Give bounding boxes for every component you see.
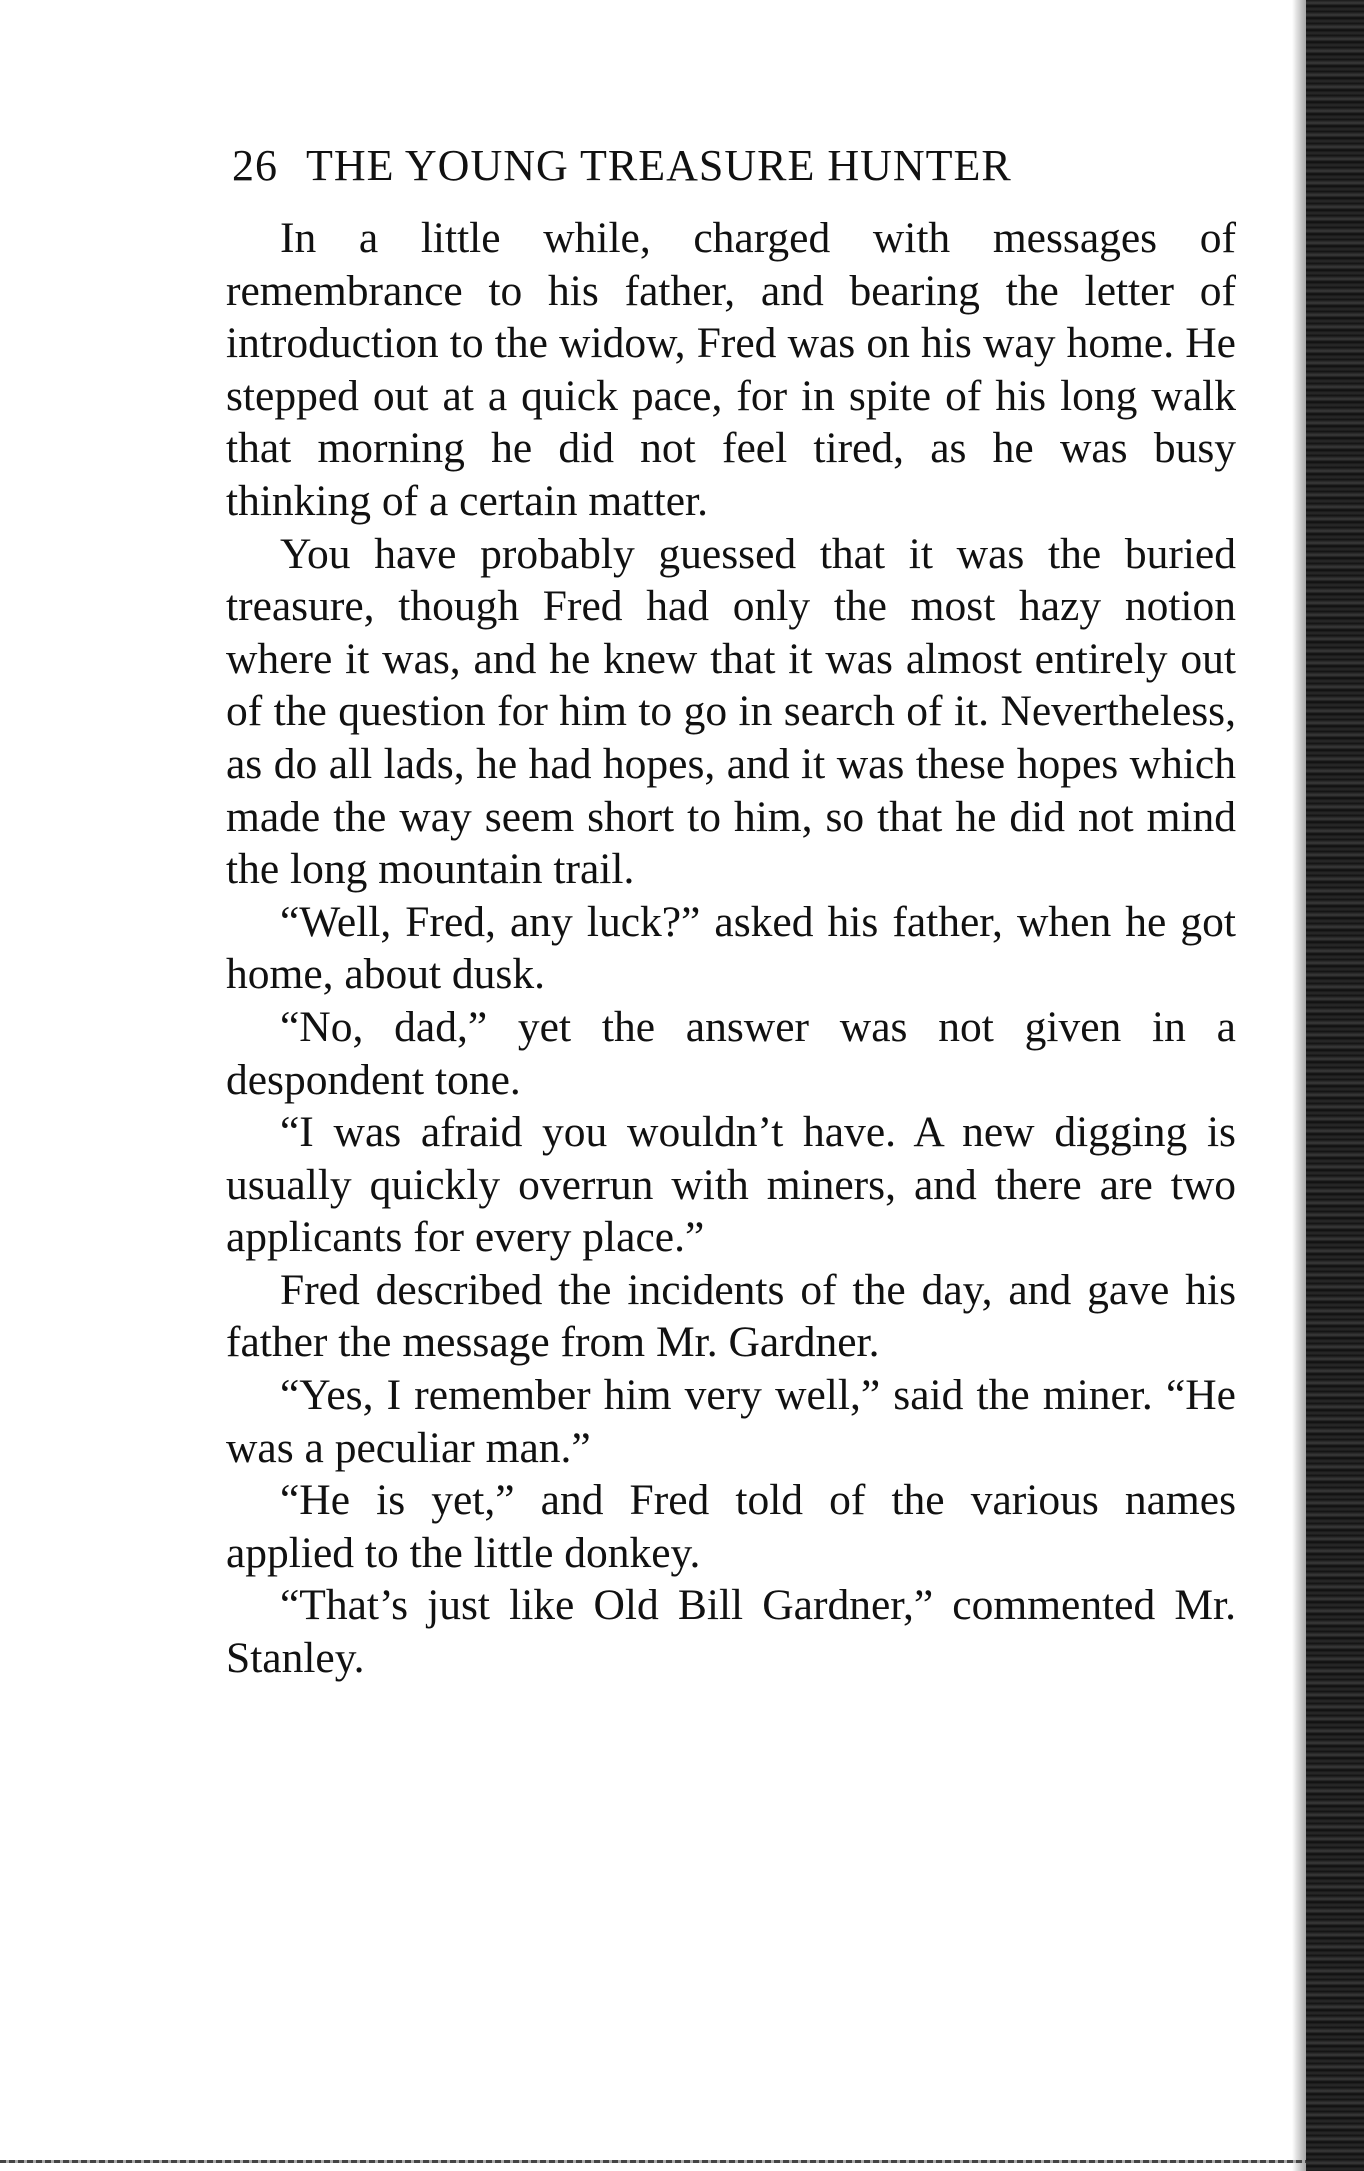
book-spine-edge <box>1306 0 1364 2171</box>
page-header <box>232 140 1232 191</box>
paragraph: In a little while, charged with messages of remembrance to his father, and bearing the letter of introduction to the widow, Fred was on his way home. He stepped out at a quick pace, for in spite of his long walk that morning he did not feel tired, as he was busy thinking of a certain matter. <box>226 214 1236 525</box>
paragraph: “Well, Fred, any luck?” asked his father, when he got home, about dusk. <box>226 897 1236 999</box>
running-head: THE YOUNG TREASURE HUNTER <box>306 141 1012 190</box>
paragraph: “No, dad,” yet the answer was not given in a despondent tone. <box>226 1002 1236 1104</box>
page-edge-shadow <box>1292 0 1306 2171</box>
paragraph: “That’s just like Old Bill Gardner,” commented Mr. Stanley. <box>226 1581 1236 1683</box>
paragraph: You have probably guessed that it was the buried treasure, though Fred had only the most hazy notion where it was, and he knew that it was almost entirely out of the question for him to go in search of it. Nevertheless, as do all lads, he had hopes, and it was these hopes which made the way seem short to him, so that he did not mind the long mountain trail. <box>226 529 1236 894</box>
scan-bottom-edge <box>0 2160 1306 2163</box>
page-number: 26 <box>232 141 278 190</box>
paragraph: “I was afraid you wouldn’t have. A new digging is usually quickly overrun with miners, and there are two applicants for every place.” <box>226 1108 1236 1262</box>
paragraph: Fred described the incidents of the day, and gave his father the message from Mr. Gardner. <box>226 1265 1236 1367</box>
paragraph: “Yes, I remember him very well,” said the miner. “He was a peculiar man.” <box>226 1371 1236 1472</box>
paragraph: “He is yet,” and Fred told of the various names applied to the little donkey. <box>226 1476 1236 1577</box>
body-text <box>226 212 1236 1685</box>
